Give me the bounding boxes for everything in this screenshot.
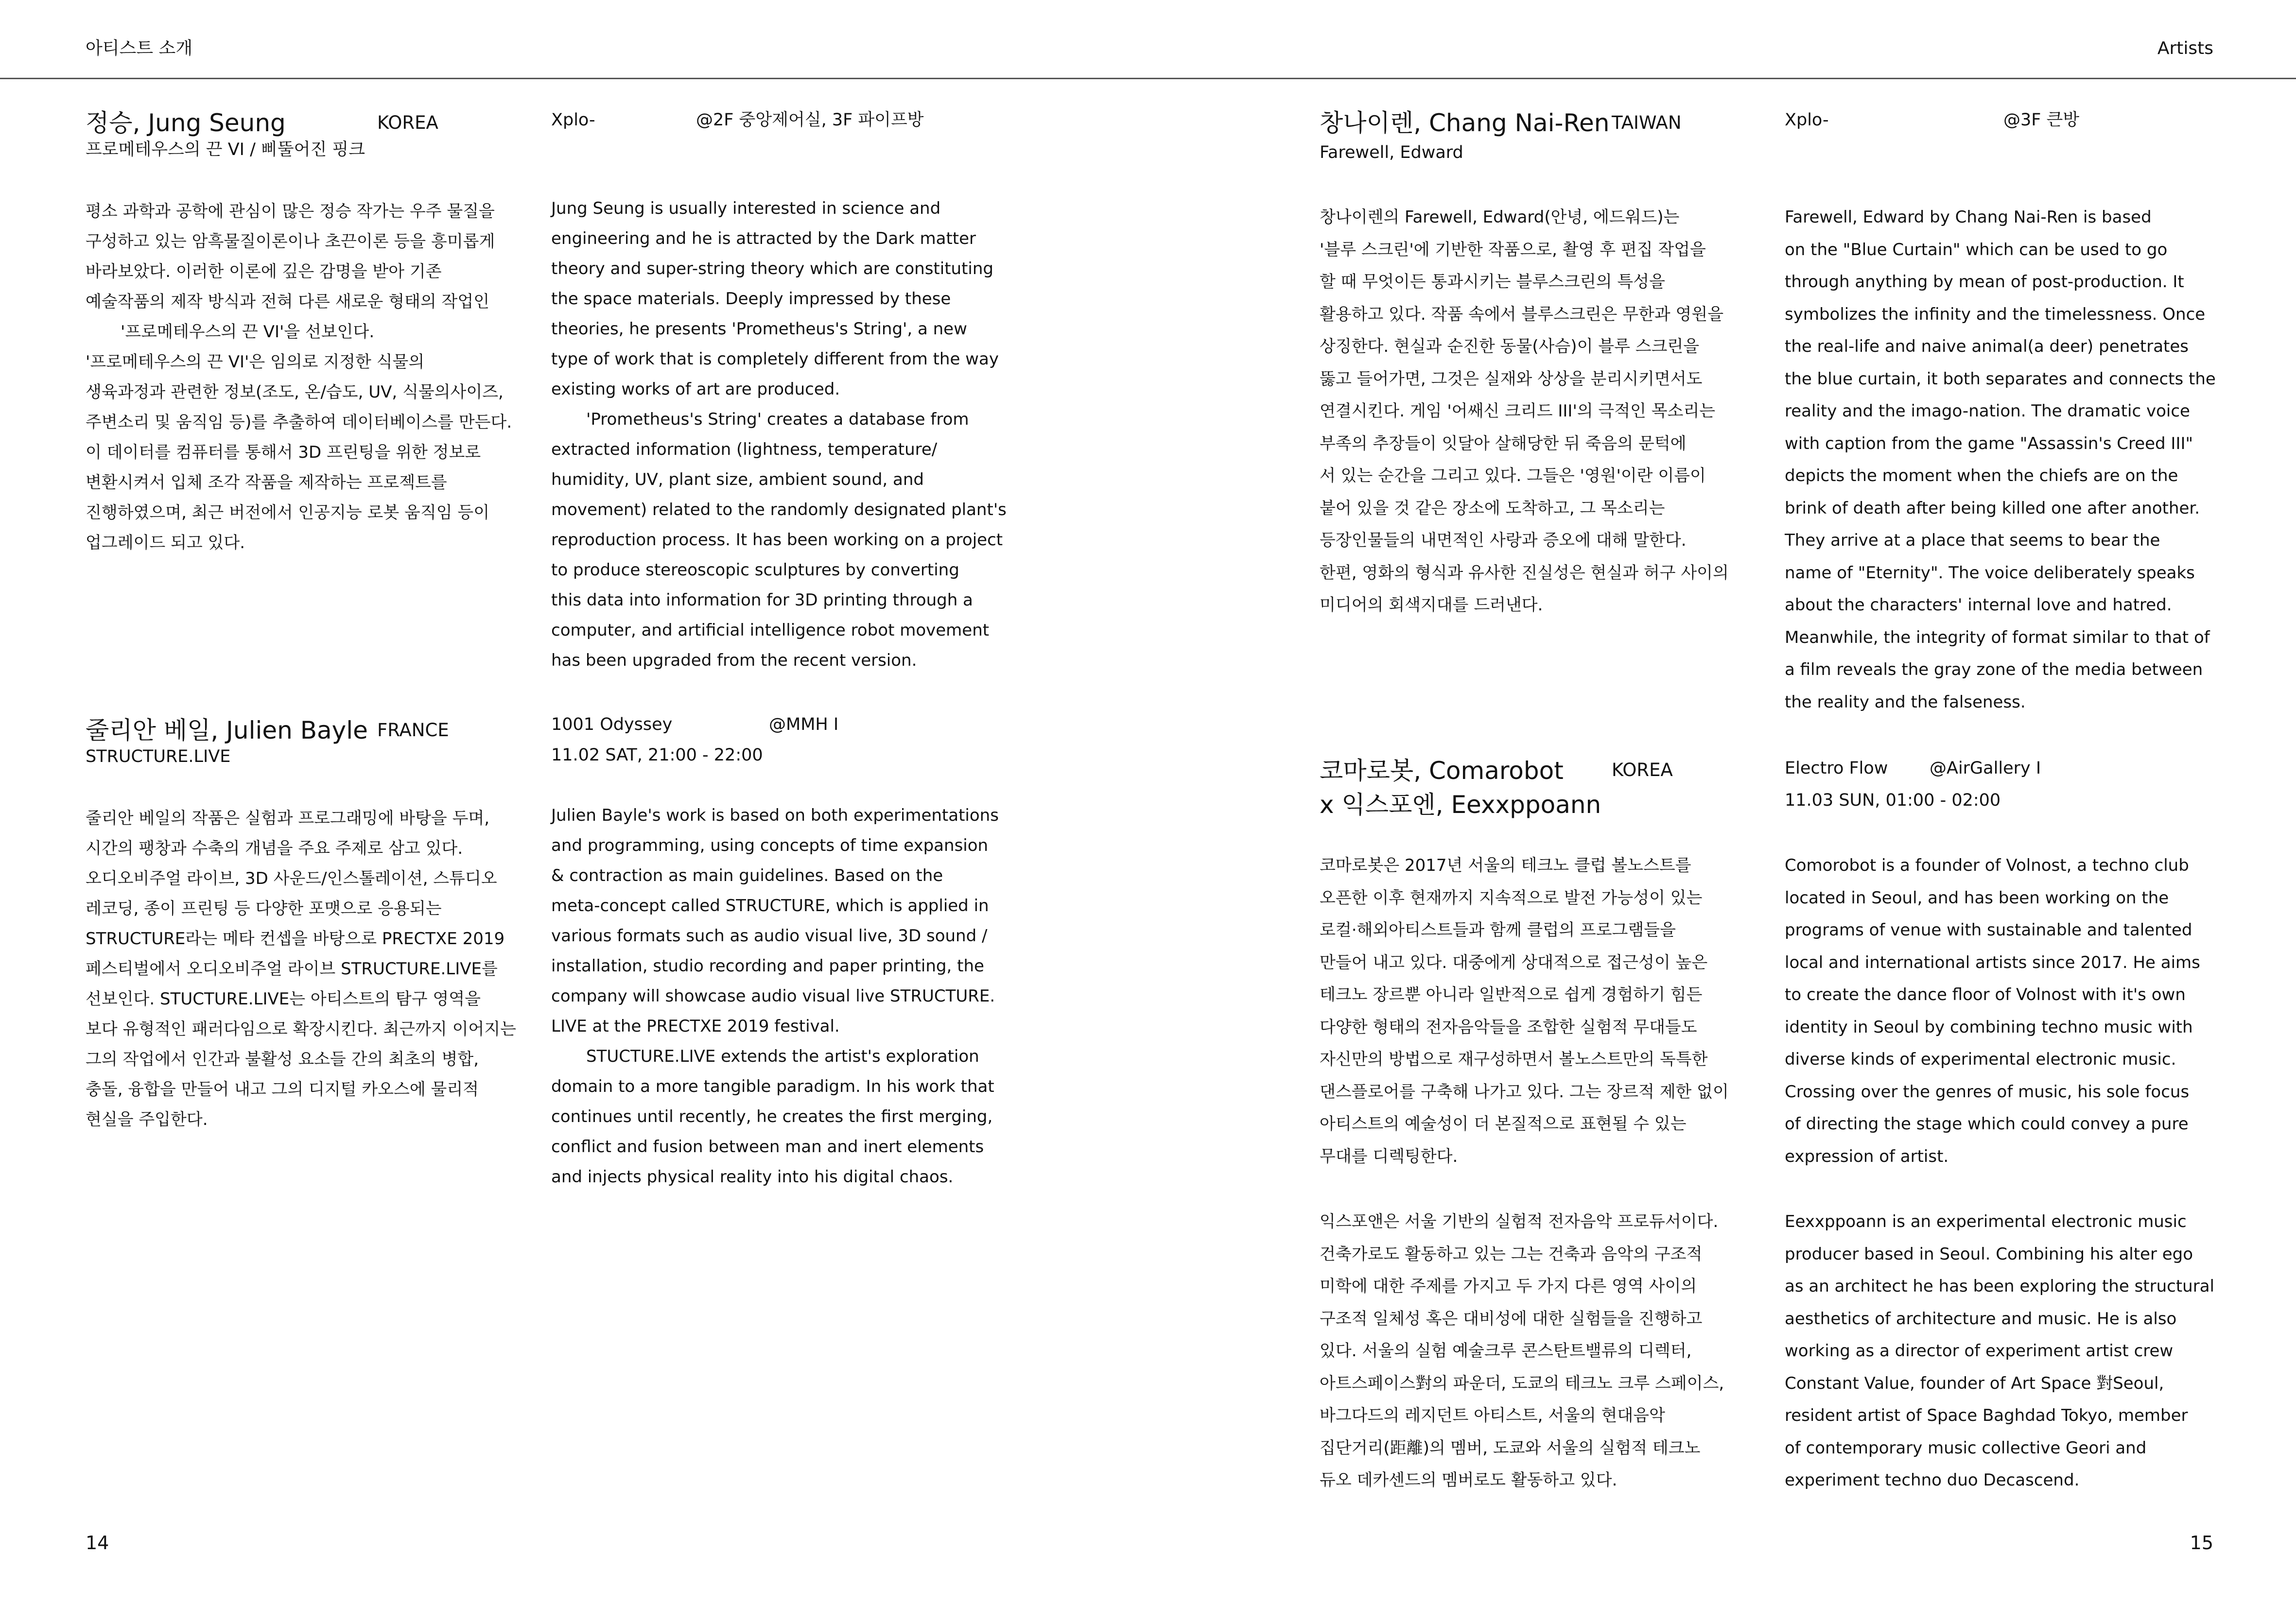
- text-line: Eexxppoann is an experimental electronic music: [1785, 1212, 2187, 1231]
- program-name-julien-bayle: 1001 Odyssey: [551, 715, 673, 734]
- text-line: 구조적 일체성 혹은 대비성에 대한 실험들을 진행하고: [1320, 1309, 1703, 1329]
- text-line: Julien Bayle's work is based on both experimentations: [551, 806, 999, 825]
- venue-chang-nai-ren: @3F 큰방: [2003, 110, 2080, 130]
- text-line: 진행하였으며, 최근 버전에서 인공지능 로봇 움직임 등이: [86, 503, 490, 522]
- text-line: '프로메테우스의 끈 VI'을 선보인다.: [121, 322, 375, 342]
- text-line: 다양한 형태의 전자음악들을 조합한 실험적 무대들도: [1320, 1017, 1697, 1037]
- description-ko-comarobot: [1320, 849, 1729, 1173]
- text-line: 줄리안 베일의 작품은 실험과 프로그래밍에 바탕을 두며,: [86, 809, 490, 828]
- text-line: 상징한다. 현실과 순진한 동물(사슴)이 블루 스크린을: [1320, 337, 1700, 356]
- text-line: STRUCTURE라는 메타 컨셉을 바탕으로 PRECTXE 2019: [86, 929, 505, 949]
- text-line: depicts the moment when the chiefs are on the: [1785, 466, 2178, 485]
- text-line: meta-concept called STRUCTURE, which is applied in: [551, 896, 989, 916]
- text-line: 무대를 디렉팅한다.: [1320, 1146, 1458, 1166]
- text-line: existing works of art are produced.: [551, 380, 840, 399]
- header-rule: [0, 78, 2296, 79]
- artist-country-julien-bayle: FRANCE: [377, 720, 449, 741]
- text-line: brink of death after being killed one after another.: [1785, 498, 2200, 518]
- artist-name-eexxppoann: x 익스포엔, Eexxppoann: [1320, 791, 1601, 819]
- text-line: 충돌, 융합을 만들어 내고 그의 디지털 카오스에 물리적: [86, 1080, 479, 1099]
- artist-name-julien-bayle: 줄리안 베일, Julien Bayle: [86, 716, 368, 744]
- text-line: 듀오 데카센드의 멤버로도 활동하고 있다.: [1320, 1470, 1618, 1490]
- text-line: of directing the stage which could convey a pure: [1785, 1114, 2189, 1134]
- text-line: 한편, 영화의 형식과 유사한 진실성은 현실과 허구 사이의: [1320, 563, 1729, 583]
- text-line: resident artist of Space Baghdad Tokyo, member: [1785, 1406, 2188, 1425]
- text-line: the space materials. Deeply impressed by these: [551, 289, 951, 309]
- artwork-title-jung-seung: 프로메테우스의 끈 VI / 삐뚤어진 핑크: [86, 140, 365, 159]
- text-line: STUCTURE.LIVE extends the artist's exploration: [586, 1047, 979, 1066]
- text-line: & contraction as main guidelines. Based on the: [551, 866, 943, 885]
- text-line: '블루 스크린'에 기반한 작품으로, 촬영 후 편집 작업을: [1320, 240, 1706, 259]
- text-line: the reality and the falseness.: [1785, 692, 2026, 712]
- text-line: company will showcase audio visual live STRUCTURE.: [551, 986, 995, 1006]
- venue-jung-seung: @2F 중앙제어실, 3F 파이프방: [696, 110, 924, 130]
- text-line: 이 데이터를 컴퓨터를 통해서 3D 프린팅을 위한 정보로: [86, 443, 481, 462]
- text-line: theories, he presents 'Prometheus's String', a new: [551, 319, 967, 339]
- text-line: Farewell, Edward by Chang Nai-Ren is based: [1785, 207, 2152, 227]
- text-line: about the characters' internal love and hatred.: [1785, 595, 2172, 615]
- text-line: 오픈한 이후 현재까지 지속적으로 발전 가능성이 있는: [1320, 888, 1703, 908]
- text-line: located in Seoul, and has been working on the: [1785, 888, 2169, 908]
- text-line: has been upgraded from the recent version.: [551, 651, 917, 670]
- text-line: 연결시킨다. 게임 '어쌔신 크리드 III'의 극적인 목소리는: [1320, 401, 1716, 421]
- program-name-chang-nai-ren: Xplo-: [1785, 110, 1829, 130]
- text-line: theory and super-string theory which are constituting: [551, 259, 993, 278]
- page-number-left: 14: [86, 1532, 109, 1554]
- description-ko-jung-seung: [86, 196, 512, 558]
- text-line: engineering and he is attracted by the Dark matter: [551, 229, 976, 248]
- artist-name-comarobot: 코마로봇, Comarobot: [1320, 757, 1564, 785]
- text-line: 보다 유형적인 패러다임으로 확장시킨다. 최근까지 이어지는: [86, 1019, 516, 1039]
- text-line: to produce stereoscopic sculptures by converting: [551, 560, 959, 580]
- text-line: the blue curtain, it both separates and connects the: [1785, 369, 2216, 389]
- text-line: 현실을 주입한다.: [86, 1110, 208, 1129]
- text-line: 붙어 있을 것 같은 장소에 도착하고, 그 목소리는: [1320, 498, 1665, 518]
- text-line: 레코딩, 종이 프린팅 등 다양한 포맷으로 응용되는: [86, 899, 442, 918]
- text-line: type of work that is completely different from the way: [551, 349, 999, 369]
- description-en-chang-nai-ren: [1785, 201, 2216, 718]
- text-line: 생육과정과 관련한 정보(조도, 온/습도, UV, 식물의사이즈,: [86, 382, 504, 402]
- text-line: 댄스플로어를 구축해 나가고 있다. 그는 장르적 제한 없이: [1320, 1082, 1729, 1102]
- text-line: 아트스페이스對의 파운더, 도쿄의 테크노 크루 스페이스,: [1320, 1373, 1724, 1393]
- text-line: working as a director of experiment artist crew: [1785, 1341, 2174, 1361]
- text-line: extracted information (lightness, temperature/: [551, 440, 938, 459]
- text-line: 창나이렌의 Farewell, Edward(안녕, 에드워드)는: [1320, 207, 1680, 227]
- text-line: 페스티벌에서 오디오비주얼 라이브 STRUCTURE.LIVE를: [86, 959, 498, 979]
- text-line: Constant Value, founder of Art Space 對Seoul,: [1785, 1373, 2164, 1393]
- text-line: local and international artists since 2017. He aims: [1785, 952, 2200, 972]
- artist-country-chang-nai-ren: TAIWAN: [1612, 112, 1682, 133]
- text-line: 주변소리 및 움직임 등)를 추출하여 데이터베이스를 만든다.: [86, 413, 512, 432]
- text-line: programs of venue with sustainable and talented: [1785, 920, 2192, 940]
- text-line: 바라보았다. 이러한 이론에 깊은 감명을 받아 기존: [86, 262, 442, 281]
- description-en-julien-bayle: [551, 800, 999, 1192]
- artwork-title-chang-nai-ren: Farewell, Edward: [1320, 143, 1463, 162]
- text-line: 자신만의 방법으로 재구성하면서 볼노스트만의 독특한: [1320, 1050, 1708, 1069]
- text-line: producer based in Seoul. Combining his alter ego: [1785, 1244, 2193, 1264]
- program-name-comarobot: Electro Flow: [1785, 759, 1888, 778]
- text-line: They arrive at a place that seems to bear the: [1785, 531, 2160, 550]
- text-line: movement) related to the randomly designated plant's: [551, 500, 1007, 519]
- artist-name-jung-seung: 정승, Jung Seung: [86, 109, 286, 137]
- text-line: conflict and fusion between man and inert elements: [551, 1137, 984, 1157]
- venue-julien-bayle: @MMH I: [769, 715, 839, 734]
- text-line: 미학에 대한 주제를 가지고 두 가지 다른 영역 사이의: [1320, 1277, 1697, 1296]
- text-line: Crossing over the genres of music, his sole focus: [1785, 1082, 2190, 1102]
- text-line: experiment techno duo Decascend.: [1785, 1470, 2080, 1490]
- artist-country-jung-seung: KOREA: [377, 112, 438, 133]
- text-line: domain to a more tangible paradigm. In his work that: [551, 1077, 994, 1096]
- venue-comarobot: @AirGallery I: [1930, 759, 2041, 778]
- text-line: 집단거리(距離)의 멤버, 도쿄와 서울의 실험적 테크노: [1320, 1438, 1701, 1458]
- text-line: 시간의 팽창과 수축의 개념을 주요 주제로 삼고 있다.: [86, 839, 463, 858]
- text-line: as an architect he has been exploring the structural: [1785, 1277, 2214, 1296]
- text-line: continues until recently, he creates the first merging,: [551, 1107, 993, 1126]
- text-line: 'Prometheus's String' creates a database from: [586, 410, 969, 429]
- text-line: 할 때 무엇이든 통과시키는 블루스크린의 특성을: [1320, 272, 1665, 292]
- text-line: 익스포앤은 서울 기반의 실험적 전자음악 프로듀서이다.: [1320, 1212, 1719, 1231]
- schedule-comarobot: 11.03 SUN, 01:00 - 02:00: [1785, 791, 2001, 810]
- description-en-eexxppoann: [1785, 1206, 2214, 1497]
- text-line: expression of artist.: [1785, 1146, 1949, 1166]
- text-line: a film reveals the gray zone of the media between: [1785, 660, 2203, 679]
- description-ko-eexxppoann: [1320, 1206, 1724, 1497]
- program-name-jung-seung: Xplo-: [551, 110, 595, 130]
- artist-country-comarobot: KOREA: [1612, 760, 1673, 780]
- text-line: through anything by mean of post-production. It: [1785, 272, 2184, 292]
- text-line: 미디어의 회색지대를 드러낸다.: [1320, 595, 1543, 615]
- description-ko-julien-bayle: [86, 803, 516, 1135]
- text-line: 등장인물들의 내면적인 사랑과 증오에 대해 말한다.: [1320, 531, 1687, 550]
- description-ko-chang-nai-ren: [1320, 201, 1729, 622]
- text-line: 그의 작업에서 인간과 불활성 요소들 간의 최초의 병합,: [86, 1050, 479, 1069]
- text-line: and injects physical reality into his digital chaos.: [551, 1167, 954, 1187]
- text-line: and programming, using concepts of time expansion: [551, 836, 989, 855]
- text-line: 평소 과학과 공학에 관심이 많은 정승 작가는 우주 물질을: [86, 202, 495, 221]
- text-line: symbolizes the infinity and the timelessness. Once: [1785, 304, 2206, 324]
- text-line: installation, studio recording and paper printing, the: [551, 956, 984, 976]
- text-line: 건축가로도 활동하고 있는 그는 건축과 음악의 구조적: [1320, 1244, 1703, 1264]
- text-line: 뚫고 들어가면, 그것은 실재와 상상을 분리시키면서도: [1320, 369, 1703, 389]
- text-line: to create the dance floor of Volnost with it's own: [1785, 985, 2186, 1004]
- text-line: Meanwhile, the integrity of format similar to that of: [1785, 627, 2210, 647]
- text-line: 구성하고 있는 암흑물질이론이나 초끈이론 등을 흥미롭게: [86, 232, 495, 251]
- text-line: 있다. 서울의 실험 예술크루 콘스탄트밸류의 디렉터,: [1320, 1341, 1692, 1361]
- text-line: reality and the imago-nation. The dramatic voice: [1785, 401, 2190, 421]
- text-line: 업그레이드 되고 있다.: [86, 533, 245, 553]
- header-section-title-ko: 아티스트 소개: [86, 38, 193, 58]
- text-line: with caption from the game "Assassin's Creed III": [1785, 433, 2193, 453]
- text-line: on the "Blue Curtain" which can be used to go: [1785, 240, 2168, 259]
- text-line: reproduction process. It has been working on a project: [551, 530, 1003, 550]
- description-en-comarobot: [1785, 849, 2200, 1173]
- text-line: this data into information for 3D printing through a: [551, 590, 973, 610]
- text-line: various formats such as audio visual live, 3D sound /: [551, 926, 988, 946]
- page-number-right: 15: [2190, 1532, 2213, 1554]
- text-line: the real-life and naive animal(a deer) penetrates: [1785, 337, 2189, 356]
- text-line: 선보인다. STUCTURE.LIVE는 아티스트의 탐구 영역을: [86, 989, 481, 1009]
- schedule-julien-bayle: 11.02 SAT, 21:00 - 22:00: [551, 745, 763, 765]
- text-line: computer, and artificial intelligence robot movement: [551, 621, 990, 640]
- text-line: 변환시켜서 입체 조각 작품을 제작하는 프로젝트를: [86, 473, 447, 492]
- text-line: 아티스트의 예술성이 더 본질적으로 표현될 수 있는: [1320, 1114, 1687, 1134]
- text-line: diverse kinds of experimental electronic music.: [1785, 1050, 2176, 1069]
- artist-name-chang-nai-ren: 창나이렌, Chang Nai-Ren: [1320, 109, 1610, 137]
- text-line: name of "Eternity". The voice deliberately speaks: [1785, 563, 2195, 583]
- text-line: 예술작품의 제작 방식과 전혀 다른 새로운 형태의 작업인: [86, 292, 490, 311]
- description-en-jung-seung: [551, 193, 1007, 675]
- text-line: LIVE at the PRECTXE 2019 festival.: [551, 1017, 840, 1036]
- header-section-title-en: Artists: [2157, 38, 2213, 58]
- text-line: 코마로봇은 2017년 서울의 테크노 클럽 볼노스트를: [1320, 856, 1691, 875]
- text-line: 서 있는 순간을 그리고 있다. 그들은 '영원'이란 이름이: [1320, 466, 1706, 485]
- text-line: aesthetics of architecture and music. He is also: [1785, 1309, 2177, 1329]
- text-line: humidity, UV, plant size, ambient sound, and: [551, 470, 924, 489]
- artwork-title-julien-bayle: STRUCTURE.LIVE: [86, 747, 231, 766]
- text-line: Jung Seung is usually interested in science and: [551, 199, 941, 218]
- text-line: Comorobot is a founder of Volnost, a techno club: [1785, 856, 2189, 875]
- text-line: 만들어 내고 있다. 대중에게 상대적으로 접근성이 높은: [1320, 952, 1708, 972]
- text-line: 활용하고 있다. 작품 속에서 블루스크린은 무한과 영원을: [1320, 304, 1724, 324]
- text-line: '프로메테우스의 끈 VI'은 임의로 지정한 식물의: [86, 352, 425, 372]
- text-line: identity in Seoul by combining techno music with: [1785, 1017, 2193, 1037]
- text-line: of contemporary music collective Geori and: [1785, 1438, 2147, 1458]
- text-line: 오디오비주얼 라이브, 3D 사운드/인스톨레이션, 스튜디오: [86, 869, 497, 888]
- text-line: 테크노 장르뿐 아니라 일반적으로 쉽게 경험하기 힘든: [1320, 985, 1703, 1004]
- text-line: 로컬·해외아티스트들과 함께 클럽의 프로그램들을: [1320, 920, 1676, 940]
- text-line: 부족의 추장들이 잇달아 살해당한 뒤 죽음의 문턱에: [1320, 433, 1687, 453]
- text-line: 바그다드의 레지던트 아티스트, 서울의 현대음악: [1320, 1406, 1665, 1425]
